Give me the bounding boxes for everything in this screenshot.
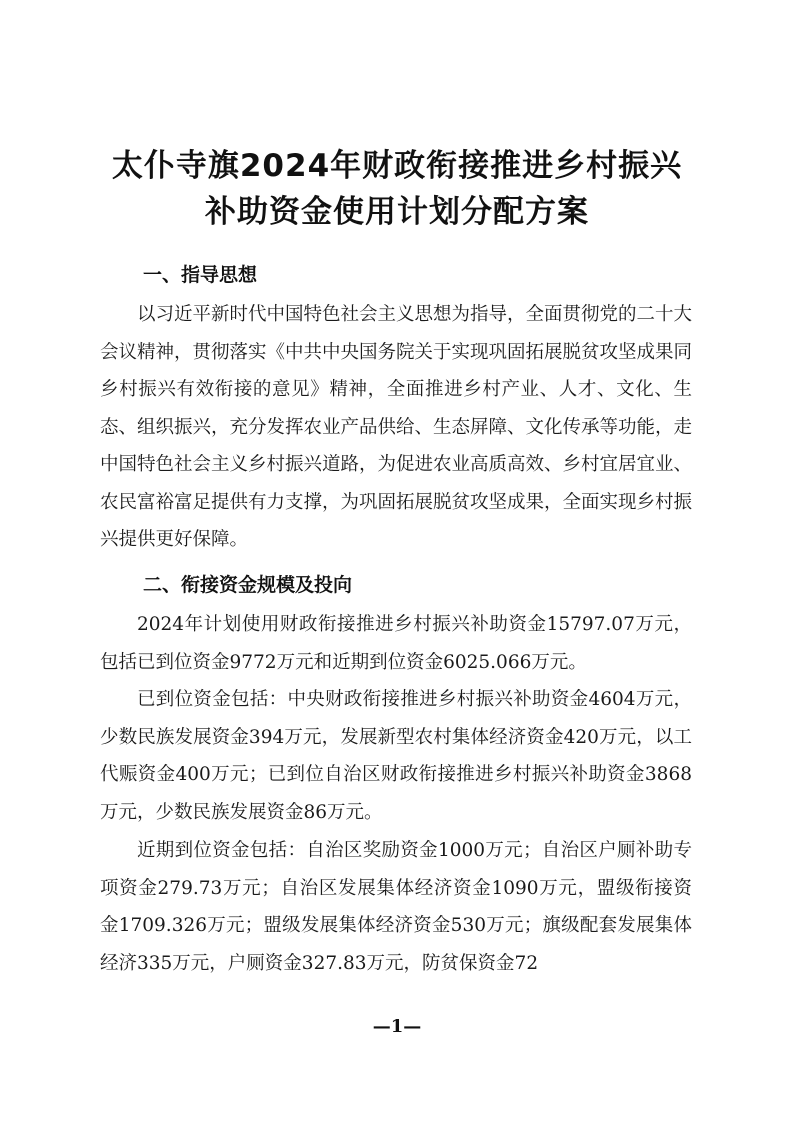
document-title-line-1: 太仆寺旗2024年财政衔接推进乡村振兴: [111, 148, 683, 184]
document-title-line-2: 补助资金使用计划分配方案: [205, 194, 589, 230]
paragraph-funds-upcoming: 近期到位资金包括：自治区奖励资金1000万元；自治区户厕补助专项资金279.73万元；自治区发展集体经济资金1090万元，盟级衔接资金1709.326万元；盟级发展集体经济资金530万元；旗级配套发展集体经济335万元，户厕资金327.83万元，防贫保资金72: [100, 840, 692, 974]
paragraph-fund-total: 2024年计划使用财政衔接推进乡村振兴补助资金15797.07万元，包括已到位资金9772万元和近期到位资金6025.066万元。: [100, 614, 692, 673]
section-heading-guiding-ideology: 一、指导思想: [143, 264, 258, 286]
section-heading-fund-scale: 二、衔接资金规模及投向: [143, 574, 353, 596]
paragraph-guiding-ideology: 以习近平新时代中国特色社会主义思想为指导，全面贯彻党的二十大会议精神，贯彻落实《中共中央国务院关于实现巩固拓展脱贫攻坚成果同乡村振兴有效衔接的意见》精神，全面推进乡村产业、人才、文化、生态、组织振兴，充分发挥农业产品供给、生态屏障、文化传承等功能，走中国特色社会主义乡村振兴道路，为促进农业高质高效、乡村宜居宜业、农民富裕富足提供有力支撑，为巩固拓展脱贫攻坚成果，全面实现乡村振兴提供更好保障。: [100, 304, 693, 550]
paragraph-funds-received: 已到位资金包括：中央财政衔接推进乡村振兴补助资金4604万元，少数民族发展资金394万元，发展新型农村集体经济资金420万元，以工代赈资金400万元；已到位自治区财政衔接推进乡村振兴补助资金3868万元，少数民族发展资金86万元。: [100, 689, 692, 823]
page-number: —1—: [372, 1016, 422, 1037]
